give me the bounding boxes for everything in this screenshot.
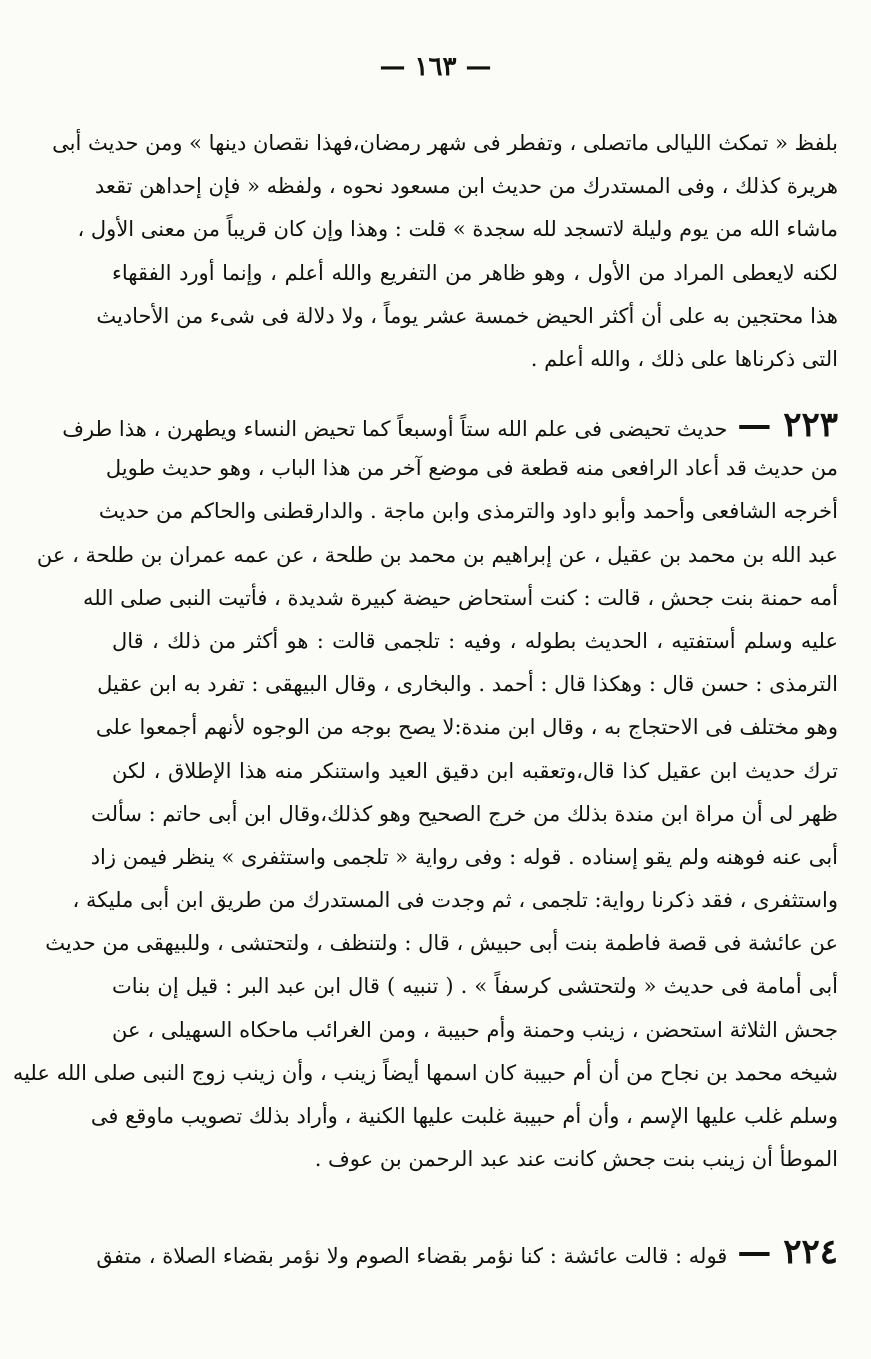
text-line: بلفظ « تمكث الليالى ماتصلى ، وتفطر فى شهر رمضان،فهذا نقصان دينها » ومن حديث أبى	[52, 131, 838, 155]
text-line	[62, 404, 838, 447]
text-line: أخرجه الشافعى وأحمد وأبو داود والترمذى وابن ماجة . والدارقطنى والحاكم من حديث	[98, 499, 838, 524]
text-line: عليه وسلم أستفتيه ، الحديث بطوله ، وفيه : تلجمى قالت : هو أكثر من ذلك ، قال	[112, 628, 838, 653]
text-line: هذا محتجين به على أن أكثر الحيض خمسة عشر يوماً ، ولا دلالة فى شىء من الأحاديث	[96, 303, 838, 328]
text-line	[96, 1231, 838, 1274]
text-line: لكنه لايعطى المراد من الأول ، وهو ظاهر من التفريع والله أعلم ، وإنما أورد الفقهاء	[112, 260, 838, 285]
text-line: عن عائشة فى قصة فاطمة بنت أبى حبيش ، قال : ولتنظف ، ولتحتشى ، وللبيهقى من حديث	[45, 931, 838, 956]
text-line: وسلم غلب عليها الإسم ، وأن أم حبيبة غلبت عليها الكنية ، وأراد بذلك تصويب ماوقع فى	[90, 1104, 838, 1128]
page-number: — ١٦٣ —	[379, 52, 492, 82]
text-line: أبى أمامة فى حديث « ولتحتشى كرسفاً » . ( تنبيه ) قال ابن عبد البر : قيل إن بنات	[112, 974, 838, 999]
paragraph-entry-224	[96, 1231, 838, 1274]
text-line: ماشاء الله من يوم وليلة لاتسجد لله سجدة » قلت : وهذا وإن كان قريباً من معنى الأول ،	[77, 217, 838, 242]
text-line: جحش الثلاثة استحضن ، زينب وحمنة وأم حبيبة ، ومن الغرائب ماحكاه السهيلى ، عن	[112, 1017, 838, 1042]
text-line: ترك حديث ابن عقيل كذا قال،وتعقبه ابن دقيق العيد واستنكر منه هذا الإطلاق ، لكن	[112, 758, 838, 783]
text-line: التى ذكرناها على ذلك ، والله أعلم .	[530, 346, 838, 371]
entry-number: ٢٢٤ —	[737, 1232, 838, 1272]
text-line: وهو مختلف فى الاحتجاج به ، وقال ابن مندة:لا يصح بوجه من الوجوه لأنهم أجمعوا على	[95, 715, 838, 740]
text-line: هريرة كذلك ، وفى المستدرك من حديث ابن مسعود نحوه ، ولفظه « فإن إحداهن تقعد	[94, 174, 838, 199]
text-line: شيخه محمد بن نجاح من أن أم حبيبة كان اسمها أيضاً زينب ، وأن زينب زوج النبى صلى الله عليه	[12, 1060, 838, 1085]
text-line: عبد الله بن محمد بن عقيل ، عن إبراهيم بن محمد بن طلحة ، عن عمه عمران بن طلحة ، عن	[36, 542, 838, 567]
entry-number: ٢٢٣ —	[737, 405, 838, 445]
text-line: الترمذى : حسن قال : وهكذا قال : أحمد . والبخارى ، وقال البيهقى : تفرد به ابن عقيل	[97, 672, 838, 697]
text-line: ظهر لى أن مراة ابن مندة بذلك من خرج الصحيح وهو كذلك،وقال ابن أبى حاتم : سألت	[90, 801, 838, 826]
text-line: الموطأ أن زينب بنت جحش كانت عند عبد الرحمن بن عوف .	[314, 1147, 838, 1172]
text-line-content: حديث تحيضى فى علم الله ستاً أوسبعاً كما تحيض النساء ويطهرن ، هذا طرف	[62, 417, 728, 441]
text-line: من حديث قد أعاد الرافعى منه قطعة فى موضع آخر من هذا الباب ، وهو حديث طويل	[105, 456, 838, 481]
text-line-content: قوله : قالت عائشة : كنا نؤمر بقضاء الصوم ولا نؤمر بقضاء الصلاة ، متفق	[96, 1244, 728, 1268]
text-line: واستثفرى ، فقد ذكرنا رواية: تلجمى ، ثم وجدت فى المستدرك من طريق ابن أبى مليكة ،	[72, 888, 838, 913]
text-line: أبى عنه فوهنه ولم يقو إسناده . قوله : وفى رواية « تلجمى واستثفرى » ينظر فيمن زاد	[90, 844, 838, 869]
paragraph-continuation	[52, 122, 838, 381]
paragraph-entry-223	[12, 404, 838, 1181]
text-line: أمه حمنة بنت جحش ، قالت : كنت أستحاض حيضة كبيرة شديدة ، فأتيت النبى صلى الله	[82, 585, 838, 610]
